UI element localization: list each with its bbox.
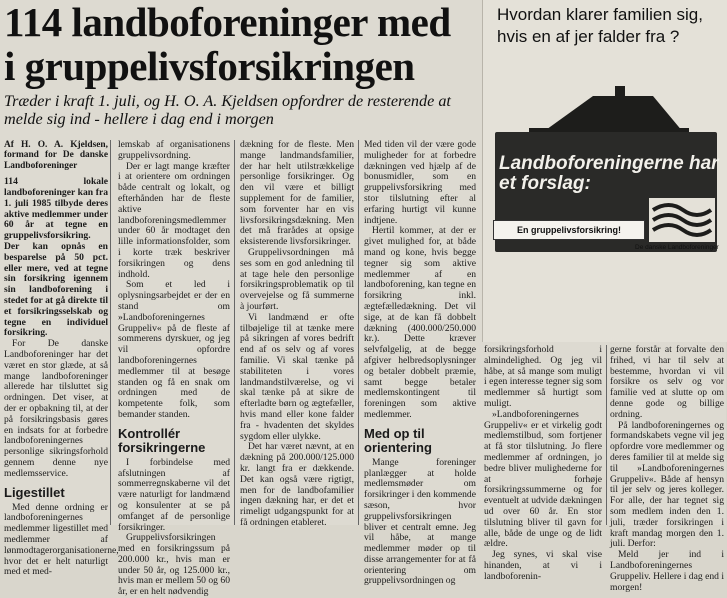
paragraph: lemskab af organisationens gruppelivsordning. (118, 139, 230, 161)
column-3 (240, 139, 354, 528)
paragraph: Som et led i oplysningsarbejdet er der en stand om »Landboforeningernes Gruppeliv« på de fleste af sommerens dyrskuer, og jeg vil opfordre landboforeningernes medlemmer til at besøge standen og få en snak om ordningen med de kompetente folk, som bemander standen. (118, 279, 230, 420)
headline-line-1: 114 landboforeninger med (4, 0, 451, 45)
column-rule (606, 345, 607, 525)
paragraph: På landboforeningernes og formandskabets vegne vil jeg opfordre vore medlemmer og deres familier til at melde sig til »Landboforeningernes Gruppeliv«. Både af hensyn til jer selv og jeres kolleger. For alle, der har tegnet sig som medlem inden den 1. juli, træder forsikringen i kraft mandag morgen den 1. juli. Derfor: (610, 419, 724, 550)
paragraph: Med denne ordning er landboforeningernes medlemmer ligestillet med medlemmer af lønmodtagerorganisationerne, hvor det er helt naturligt med et med- (4, 501, 119, 578)
lead-paragraph: 114 lokale landboforeninger kan fra 1. juli 1985 tilbyde deres aktive medlemmer under 60 år at tegne en gruppelivsforsikring. Der kan opnås en besparelse på 50 pct. eller mere, ved at tegne sin forsikring igennem sin landboforening i stedet for at gå direkte til et forsikringsselskab og tegne en individuel forsikring. (4, 176, 108, 339)
ad-question: Hvordan klarer familien sig, hvis en af jer falder fra ? (497, 5, 703, 46)
paragraph: Gruppelivsforsikringen med en forsikringssum på 200.000 kr., hvis man er under 50 år, og 125.000 kr., hvis man er mellem 50 og 60 år, er en helt nødvendig (118, 532, 230, 598)
paragraph: Med tiden vil der være gode muligheder for at forbedre dækningen ved hjælp af de bonusmidler, som en gruppelivsforsikring med stor tilslutning efter al erfaring hurtigt vil kunne indtjene. (364, 139, 476, 226)
ad-logo-text: De danske Landboforeninger (635, 244, 719, 251)
column-6 (610, 344, 724, 593)
column-4 (364, 139, 476, 587)
paragraph: Jeg synes, vi skal vise hinanden, at vi i landboforenin- (484, 549, 602, 582)
house-icon (523, 82, 693, 138)
column-1 (4, 140, 119, 578)
paragraph: For De danske Landboforeninger har det været en stor glæde, at så mange landboforeninger allerede har tilsluttet sig ordningen. Det viser, at der er opbakning til, at der på forsikringsbasis gøres en indsats for at forbedre landboforeningernes personlige sikringsforhold gennem denne nye medlemsservice. (4, 338, 108, 479)
subheading-ligestillet: Ligestillet (4, 484, 65, 500)
headline (4, 0, 472, 88)
paragraph: forsikringsforhold i almindelighed. Og jeg vil håbe, at så mange som muligt i egen interesse tegner sig som medlemmer så hurtigt som muligt. (484, 344, 602, 409)
subheading-kontroller: Kontrollér forsikringerne (118, 425, 206, 455)
paragraph: dækning for de fleste. Men mange landmandsfamilier, der har helt utilstrækkelige personlige forsikringer. Og den vil være et billigt supplement for de familier, som forventer har en vis livsforsikringsdækning. Men det må frarådes at opsige eksisterende livsforsikringer. (240, 139, 354, 248)
column-rule (110, 140, 111, 525)
landbo-logo-icon (649, 198, 715, 242)
subheading-orientering: Med op til orientering (364, 425, 432, 455)
paragraph: Gruppelivsordningen må ses som en god anledning til at tage hele den personlige forsikringsproblematik op til overvejelse og få summerne à jourført. (240, 246, 354, 312)
paragraph: gerne forstår at forvalte den frihed, vi har til selv at bestemme, hvordan vi vil forsikre os selv og vor familie ved at slutte op om denne gode og billige ordning. (610, 344, 724, 420)
paragraph: Mange foreninger planlægger at holde medlemsmøder om forsikringer i den kommende sæson, hvor gruppelivsforsikringen bliver et centralt emne. Jeg vil håbe, at mange medlemmer møder op til disse arrangementer for at få orientering om gruppelivsordningen og (364, 456, 476, 587)
paragraph: Det har været nævnt, at en dækning på 200.000/125.000 kr. langt fra er dækkende. Det kan også være rigtigt, men for de landbofamilier ingen dækning har, er det et rimeligt udgangspunkt for at få ordningen etableret. (240, 441, 354, 528)
deck: Træder i kraft 1. juli, og H. O. A. Kjeldsen opfordrer de resterende at melde sig ind - hellere i dag end i morgen (4, 92, 451, 128)
paragraph: Der er lagt mange kræfter i at orientere om ordningen både centralt og lokalt, og efterhånden har de fleste aktive landboforeningsmedlemmer under 60 år modtaget den lille informationsfolder, som i korte træk beskriver forsikringen og dens indhold. (118, 160, 230, 280)
ad-slogan: Landboforeningerne har et forslag: (499, 153, 719, 194)
paragraph: »Landboforeningernes Gruppeliv« er et virkelig godt medlemstilbud, som fortjener at få stor tilslutning. Jo flere medlemmer af ordningen, jo bedre bliver mulighederne for at forhøje forsikringssummerne og for eventuelt at udvide dækningen ud over 60 år. En stor tilslutning bliver til gavn for alle, både de unge og de lidt ældre. (484, 408, 602, 550)
column-rule (358, 140, 359, 525)
column-2 (118, 139, 230, 598)
paragraph: Meld jer ind i Landboforeningernes Gruppeliv. Hellere i dag end i morgen! (610, 549, 724, 593)
column-rule (234, 140, 235, 525)
byline: Af H. O. A. Kjeldsen, formand for De danske Landboforeninger (4, 140, 108, 171)
headline-line-2: i gruppelivsforsikringen (4, 43, 415, 89)
paragraph: I forbindelse med afslutningen af sommerregnskaberne vil det være naturligt for landmænd og konsulenter at se på omfanget af de personlige forsikringer. (118, 456, 230, 533)
column-5 (484, 344, 602, 582)
paragraph: Vi landmænd er ofte tilbøjelige til at tænke mere på sikringen af vores bedrift end af os selv og af vores familie. Vi skal tænke på stabiliteten i vores landmandstilværelse, og vi skal tænke på at sikre de efterladte børn og ægtefæller, hvis mand eller kone falder fra - hvadenten det skyldes sygdom eller ulykke. (240, 311, 354, 442)
paragraph: Hertil kommer, at der er givet mulighed for, at både mand og kone, hvis begge tegner sig som aktive medlemmer af en landboforening, kan tegne en forsikring inkl. ægtefælledækning. Det vil sige, at de kan få dobbelt dækning (400.000/250.000 kr.). Dette kræver selvfølgelig, at de begge afgiver helbredsoplysninger og betaler dobbelt præmie, samt begge betaler medlemskontingent til foreningen som aktive medlemmer. (364, 225, 476, 420)
ad-tag: En gruppelivsforsikring! (493, 220, 645, 240)
advertisement (482, 0, 727, 342)
